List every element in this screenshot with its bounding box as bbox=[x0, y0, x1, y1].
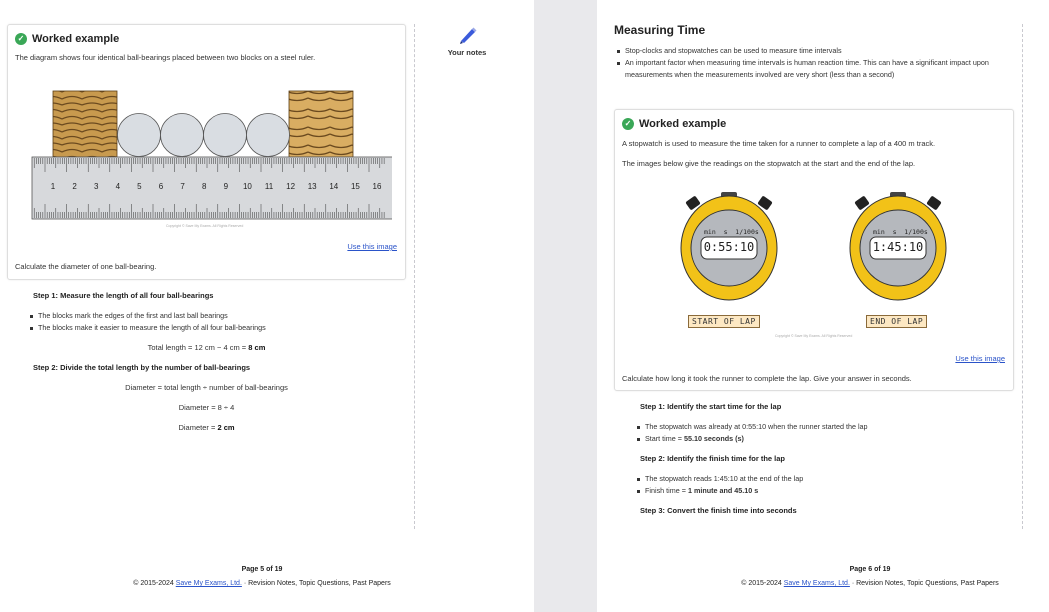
left-block bbox=[53, 91, 117, 157]
page-number: Page 6 of 19 bbox=[849, 566, 891, 573]
document-page-right bbox=[597, 0, 1049, 612]
stopwatch-end-reading: 1:45:10 bbox=[872, 240, 924, 254]
image-copyright: Copyright © Save My Exams. All Rights Reserved bbox=[166, 224, 244, 228]
list-item: The stopwatch reads 1:45:10 at the end of the lap bbox=[636, 473, 803, 485]
step2-bullets bbox=[636, 473, 803, 497]
ruler-scale-numbers bbox=[22, 182, 392, 194]
page-number: Page 5 of 19 bbox=[241, 566, 283, 573]
ball-bearing bbox=[118, 114, 161, 157]
use-this-image-link[interactable]: Use this image bbox=[955, 354, 1005, 363]
page-footer bbox=[0, 566, 524, 587]
step2-title: Step 2: Divide the total length by the number of ball-bearings bbox=[33, 363, 251, 372]
ball-bearing bbox=[204, 114, 247, 157]
worked-example-title: Worked example bbox=[32, 33, 120, 45]
ruler-number: 13 bbox=[307, 182, 317, 191]
ruler-diagram bbox=[22, 87, 392, 227]
worked-example-card bbox=[7, 24, 406, 280]
ruler-number: 3 bbox=[93, 182, 99, 191]
ball-bearing bbox=[161, 114, 204, 157]
step3-title: Step 3: Convert the finish time into seconds bbox=[640, 506, 797, 515]
ruler-number: 14 bbox=[329, 182, 339, 191]
your-notes-label: Your notes bbox=[447, 48, 487, 57]
diameter-equation-2: Diameter = 8 ÷ 4 bbox=[178, 403, 235, 412]
section-title: Measuring Time bbox=[614, 23, 706, 37]
step1-bullets bbox=[636, 421, 868, 445]
right-divider bbox=[1022, 24, 1023, 529]
worked-example-intro: A stopwatch is used to measure the time taken for a runner to complete a lap of a 400 m track. bbox=[622, 139, 936, 148]
intro-bullets bbox=[616, 45, 1016, 81]
step1-title: Step 1: Measure the length of all four ball-bearings bbox=[33, 291, 214, 300]
list-item: The stopwatch was already at 0:55:10 when the runner started the lap bbox=[636, 421, 868, 433]
end-of-lap-label: END OF LAP bbox=[866, 315, 927, 328]
check-icon: ✓ bbox=[15, 33, 27, 45]
worked-example-card bbox=[614, 109, 1014, 391]
diameter-equation-3: Diameter = 2 cm bbox=[178, 423, 235, 432]
stopwatch-start-units: min s 1/100s bbox=[704, 228, 759, 236]
list-item: Stop-clocks and stopwatches can be used to measure time intervals bbox=[616, 45, 1016, 57]
stopwatch-start-reading: 0:55:10 bbox=[703, 240, 755, 254]
start-of-lap-label: START OF LAP bbox=[688, 315, 760, 328]
stopwatch-end-units: min s 1/100s bbox=[873, 228, 928, 236]
worked-example-title: Worked example bbox=[639, 118, 727, 130]
total-length-equation: Total length = 12 cm − 4 cm = 8 cm bbox=[147, 343, 266, 352]
ruler-number: 8 bbox=[201, 182, 207, 191]
check-icon: ✓ bbox=[622, 118, 634, 130]
list-item: Finish time = 1 minute and 45.10 s bbox=[636, 485, 803, 497]
ruler-number: 15 bbox=[350, 182, 360, 191]
your-notes[interactable] bbox=[440, 26, 494, 57]
ball-bearing bbox=[247, 114, 290, 157]
question-text: Calculate how long it took the runner to complete the lap. Give your answer in seconds. bbox=[622, 374, 912, 383]
ruler-number: 5 bbox=[137, 182, 142, 191]
ruler-number: 11 bbox=[264, 182, 274, 191]
ruler-number: 6 bbox=[158, 182, 164, 191]
page-footer bbox=[597, 566, 1049, 587]
ruler-number: 7 bbox=[180, 182, 185, 191]
worked-example-header bbox=[15, 33, 119, 45]
pencil-icon bbox=[457, 26, 477, 44]
ruler-number: 1 bbox=[50, 182, 56, 191]
ruler-number: 4 bbox=[115, 182, 121, 191]
footer-link[interactable]: Save My Exams, Ltd. bbox=[175, 580, 242, 587]
list-item: An important factor when measuring time intervals is human reaction time. This can have a significant impact upon measurements when the measurements involved are very short (less than a second) bbox=[616, 57, 1016, 81]
question-text: Calculate the diameter of one ball-bearing. bbox=[15, 262, 157, 271]
diameter-equation-1: Diameter = total length ÷ number of ball-bearings bbox=[125, 383, 288, 392]
ruler-number: 2 bbox=[72, 182, 77, 191]
footer-copyright: © 2015-2024 Save My Exams, Ltd. · Revision Notes, Topic Questions, Past Papers bbox=[741, 580, 999, 587]
right-block bbox=[289, 91, 353, 157]
use-this-image-link[interactable]: Use this image bbox=[347, 242, 397, 251]
worked-example-intro-2: The images below give the readings on the stopwatch at the start and the end of the lap. bbox=[622, 159, 916, 168]
list-item: The blocks make it easier to measure the length of all four ball-bearings bbox=[29, 322, 266, 334]
step1-title: Step 1: Identify the start time for the lap bbox=[640, 402, 782, 411]
step2-title: Step 2: Identify the finish time for the lap bbox=[640, 454, 786, 463]
list-item: Start time = 55.10 seconds (s) bbox=[636, 433, 868, 445]
ruler-number: 16 bbox=[372, 182, 382, 191]
footer-link[interactable]: Save My Exams, Ltd. bbox=[783, 580, 850, 587]
notes-divider bbox=[414, 24, 415, 529]
step1-bullets bbox=[29, 310, 266, 334]
ruler-number: 12 bbox=[286, 182, 296, 191]
list-item: The blocks mark the edges of the first and last ball bearings bbox=[29, 310, 266, 322]
footer-copyright: © 2015-2024 Save My Exams, Ltd. · Revision Notes, Topic Questions, Past Papers bbox=[133, 580, 391, 587]
image-copyright: Copyright © Save My Exams. All Rights Reserved bbox=[775, 334, 853, 338]
ruler-number: 9 bbox=[223, 182, 229, 191]
worked-example-intro: The diagram shows four identical ball-bearings placed between two blocks on a steel ruler. bbox=[15, 53, 316, 62]
ruler-number: 10 bbox=[242, 182, 252, 191]
worked-example-header bbox=[622, 118, 726, 130]
